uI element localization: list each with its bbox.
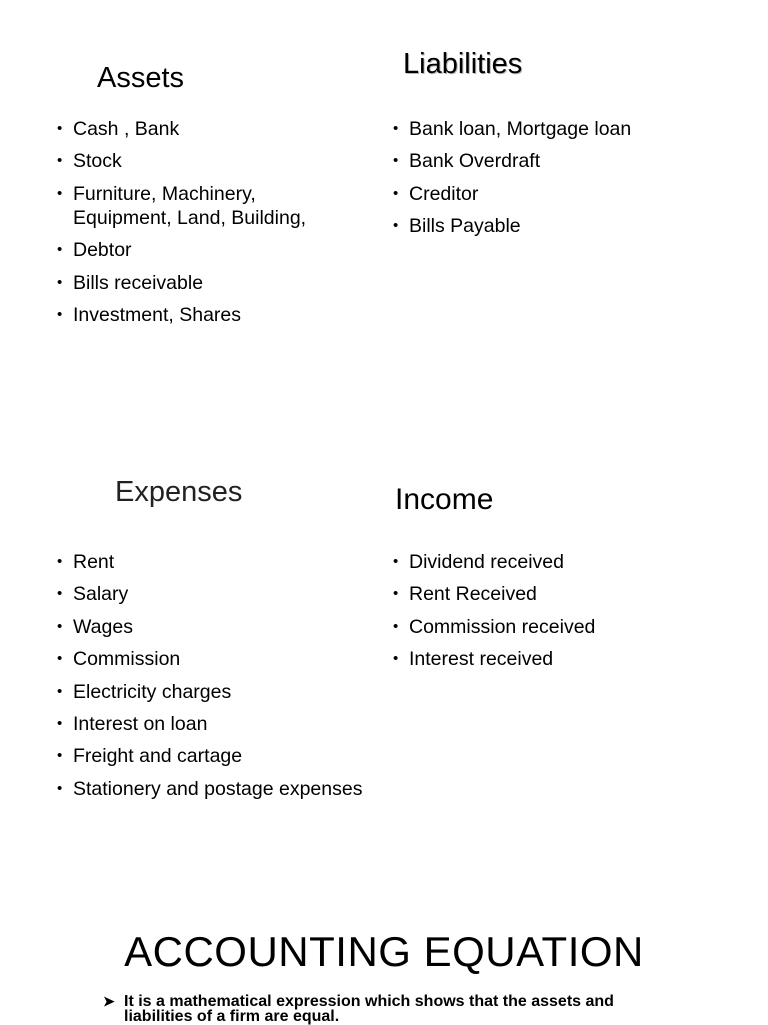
list-item: • Interest received (393, 647, 733, 671)
list-item: • Investment, Shares (57, 303, 357, 327)
income-heading: Income (395, 483, 494, 516)
slide-assets-liabilities (0, 0, 768, 420)
slide-accounting-equation (0, 870, 768, 1024)
list-item: • Dividend received (393, 550, 733, 574)
list-item: • Bills receivable (57, 271, 357, 295)
list-item: • Creditor (393, 182, 733, 206)
expenses-list (57, 550, 387, 809)
list-item: • Interest on loan (57, 712, 387, 736)
liabilities-heading: Liabilities (403, 48, 523, 80)
list-item: • Commission received (393, 615, 733, 639)
list-item: • Wages (57, 615, 387, 639)
expenses-heading: Expenses (115, 476, 243, 508)
list-item: • Cash , Bank (57, 117, 357, 141)
income-list (393, 550, 733, 680)
list-item: • Commission (57, 647, 387, 671)
list-item: • Stock (57, 149, 357, 173)
list-item: • Bank Overdraft (393, 149, 733, 173)
slide-expenses-income (0, 430, 768, 850)
equation-title: ACCOUNTING EQUATION (124, 928, 644, 975)
list-item: • Furniture, Machinery, Equipment, Land, Building, (57, 182, 357, 230)
equation-bullet (103, 994, 664, 1024)
list-item: • Debtor (57, 238, 357, 262)
list-item: • Bills Payable (393, 214, 733, 238)
list-item: • Rent (57, 550, 387, 574)
list-item: • Rent Received (393, 582, 733, 606)
assets-list (57, 117, 357, 335)
liabilities-list (393, 117, 733, 247)
list-item: • Salary (57, 582, 387, 606)
assets-heading: Assets (97, 62, 185, 94)
arrow-bullet-icon: ➤ (103, 993, 115, 1009)
list-item: • Freight and cartage (57, 744, 387, 768)
equation-description: It is a mathematical expression which shows that the assets and liabilities of a firm are equal. (124, 993, 614, 1025)
list-item: • Electricity charges (57, 680, 387, 704)
list-item: • Bank loan, Mortgage loan (393, 117, 733, 141)
list-item: • Stationery and postage expenses (57, 777, 387, 801)
